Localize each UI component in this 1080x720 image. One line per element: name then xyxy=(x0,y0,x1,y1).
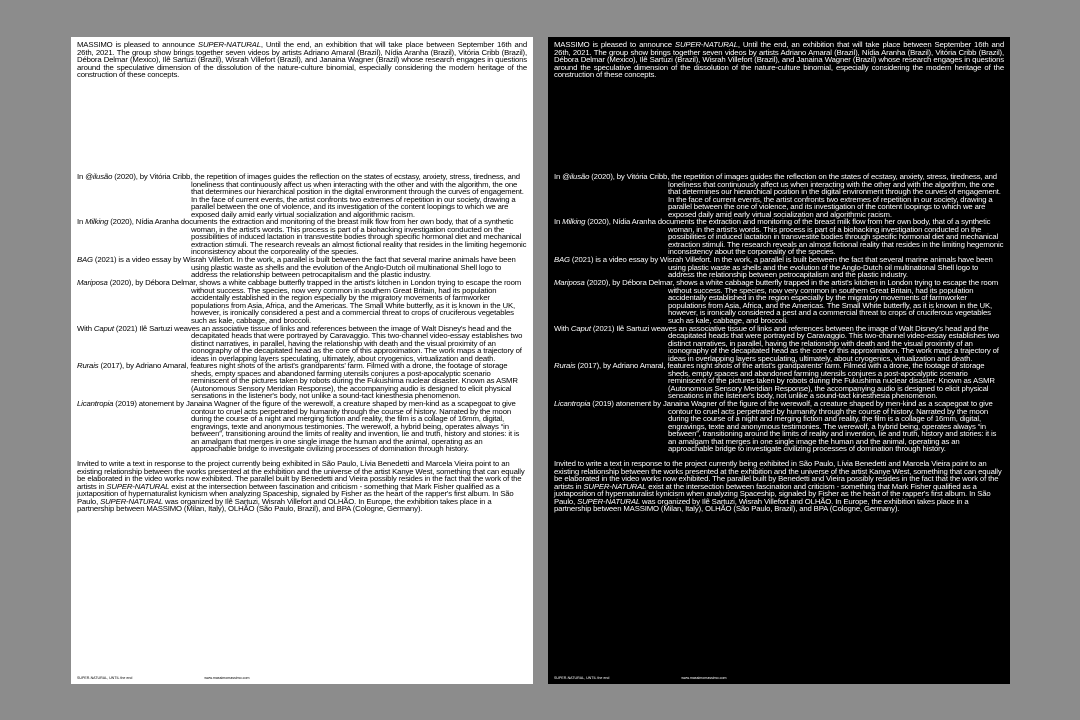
intro-paragraph xyxy=(554,41,1004,163)
work-title: @ilusão xyxy=(85,172,113,181)
text-run: (2019) atonement by Janaina Wagner of the figure of the werewolf, a creature shaped by men-kind as a scapegoat to give contour to cruel acts perpetrated by humanity through the course of history. Narrated by the moon during the course of a night and merging fiction and reality, the film is a collage of 16mm, digital, engravings, texte and anonymous testimonies. The werewolf, a hybrid being, operates always “in between”, transitioning around the limits of reality and invention, lie and truth, history and stories: it is an amalgam that merges in one single image the human and the animal, operating as an approachable bridge to investigate civilizing processes of domination through history. xyxy=(113,399,520,454)
artwork-entry xyxy=(77,400,527,453)
text-run: With xyxy=(77,323,94,333)
artwork-entry xyxy=(554,256,1004,279)
work-title: Mariposa xyxy=(554,278,585,288)
text-run: In xyxy=(77,217,86,227)
text-run: (2021) Ilê Sartuzi weaves an associative tissue of links and references between the image of Walt Disney's head and the decapitated heads that were portrayed by Caravaggio. This two-channel video-essay establishes two distinct narratives, in parallel, having the relationship with death and the visual proximity of an iconography of the decapitated head as the core of this approximation. The work maps a trajectory of ideas in overlapping layers speculating, ultimately, about cryogenics, virtualization and death. xyxy=(113,323,523,363)
work-title: Caput xyxy=(570,323,591,333)
footer-website[interactable]: www.massimomassimo.com xyxy=(204,676,250,680)
artwork-entry xyxy=(554,218,1004,256)
intro-paragraph xyxy=(77,41,527,163)
work-title: SUPER-NATURAL xyxy=(583,481,647,491)
text-run: In xyxy=(554,217,563,227)
work-title: SUPER-NATURAL xyxy=(100,496,164,506)
artwork-entry xyxy=(554,173,1004,218)
outro-paragraph xyxy=(554,460,1004,513)
artwork-entry xyxy=(77,218,527,256)
work-title: BAG xyxy=(77,255,93,265)
text-run: (2020), Nídia Aranha documents the extraction and monitoring of the breast milk flow from her own body, that of a synthetic woman, in the artist's words. This process is part of a biohacking investigation conducted on the possibilities of induced lactation in transvestite bodies through specific hormonal diet and mechanical extraction stimuli. The research reveals an almost fictional reality that resides in the limiting hegemonic inconsistency about the corporeality of the species. xyxy=(585,217,1004,257)
entries-list xyxy=(77,173,527,453)
text-run: (2021) Ilê Sartuzi weaves an associative tissue of links and references between the image of Walt Disney's head and the decapitated heads that were portrayed by Caravaggio. This two-channel video-essay establishes two distinct narratives, in parallel, having the relationship with death and the visual proximity of an iconography of the decapitated head as the core of this approximation. The work maps a trajectory of ideas in overlapping layers speculating, ultimately, about cryogenics, virtualization and death. xyxy=(590,323,1000,363)
text-run: (2020), by Vitória Cribb, the repetition of images guides the reflection on the states of ecstasy, anxiety, stress, tiredness, and loneliness that continuously affect us when interacting with the other and with the algorithm, the one that determines our hierarchical position in the digital environment through the curves of engagement. In the face of current events, the artist confronts two extremes of repetition in our society, drawing a parallel between the one of violence, and its investigation of the content loopings to which we are exposed daily amid early virtual socialization and algorithmic racism. xyxy=(112,172,524,219)
work-title: BAG xyxy=(554,255,570,265)
poster-footer xyxy=(554,676,1004,680)
text-run: , Until the end, an exhibition that will take place between September 16th and 26th, 2021. The group show brings together seven videos by artists Adriano Amaral (Brazil), Nídia Aranha (Brazil), Vitória Cribb (Brazil), Débora Delmar (Mexico), Ilê Sartuzi (Brazil), Wisrah Villefort (Brazil), and Janaina Wagner (Brazil) whose research engages in questions around the speculative dimension of the dissolution of the nature-culture binomial, especially considering the modern heritage of the construction of these concepts. xyxy=(554,40,1004,79)
work-title: Licantropia xyxy=(77,399,114,409)
work-title: Caput xyxy=(93,323,114,333)
artwork-entry xyxy=(77,325,527,363)
artwork-entry xyxy=(77,173,527,218)
artwork-entry xyxy=(554,400,1004,453)
work-title: SUPER-NATURAL xyxy=(674,40,738,49)
outro-paragraph xyxy=(77,460,527,513)
text-run: was organized by Ilê Sartuzi, Wisrah Villefort and OLHÃO. In Europe, the exhibition takes place in a partnership between MASSIMO (Milan, Italy), OLHÃO (São Paulo, Brazil), and BPA (Cologne, Germany). xyxy=(554,496,969,514)
poster-dark xyxy=(548,37,1010,684)
text-run: (2020), Nídia Aranha documents the extraction and monitoring of the breast milk flow from her own body, that of a synthetic woman, in the artist's words. This process is part of a biohacking investigation conducted on the possibilities of induced lactation in transvestite bodies through specific hormonal diet and mechanical extraction stimuli. The research reveals an almost fictional reality that resides in the limiting hegemonic inconsistency about the corporeality of the species. xyxy=(108,217,527,257)
text-run: In xyxy=(77,172,86,181)
text-run: , Until the end, an exhibition that will take place between September 16th and 26th, 2021. The group show brings together seven videos by artists Adriano Amaral (Brazil), Nídia Aranha (Brazil), Vitória Cribb (Brazil), Débora Delmar (Mexico), Ilê Sartuzi (Brazil), Wisrah Villefort (Brazil), and Janaina Wagner (Brazil) whose research engages in questions around the speculative dimension of the dissolution of the nature-culture binomial, especially considering the modern heritage of the construction of these concepts. xyxy=(77,40,527,79)
text-run: (2017), by Adriano Amaral, features night shots of the artist's grandparents' farm. Filmed with a drone, the footage of storage sheds, empty spaces and abandoned farming utensils conjures a post-apocalyptic scenario reminiscent of the pictures taken by robots during the Fukushima nuclear disaster. Known as ASMR (Autonomous Sensory Meridian Response), the accompanying audio is designed to elicit physical sensations in the listener's body, not unlike a sound-tact kinesthesia phenomenon. xyxy=(575,361,995,401)
text-run: MASSIMO is pleased to announce xyxy=(554,40,675,49)
text-run: exist at the intersection between fascination and criticism - something that Mark Fisher qualified as a juxtaposition of hypernaturalist kynicism when analyzing Spaceship, signaled by Fisher as the heart of the rapper's first album. In São Paulo, xyxy=(554,481,991,506)
work-title: SUPER-NATURAL xyxy=(106,481,170,491)
work-title: Licantropia xyxy=(554,399,591,409)
poster-light xyxy=(71,37,533,684)
work-title: Rurais xyxy=(77,361,99,371)
artwork-entry xyxy=(77,362,527,400)
text-run: (2020), by Débora Delmar, shows a white cabbage butterfly trapped in the artist's kitchen in London trying to escape the room without success. The species, now very common in southern Great Britain, had its population accidentally established in the region especially by the migratory movements of farmworker populations from Asia, Africa, and the Americas. The Small White butterfly, as it is known in the UK, however, is ironically considered a pest and a commercial threat to crops of cruciferous vegetables such as kale, cabbage, and broccoli. xyxy=(107,278,522,325)
text-run: (2021) is a video essay by Wisrah Villefort. In the work, a parallel is built between the fact that several marine animals have been using plastic waste as shells and the evolution of the Anglo-Dutch oil multinational Shell logo to address the relationship between petrocapitalism and the plastic industry. xyxy=(92,255,516,280)
work-title: SUPER-NATURAL xyxy=(577,496,641,506)
artwork-entry xyxy=(77,256,527,279)
work-title: @ilusão xyxy=(562,172,590,181)
work-title: Mariposa xyxy=(77,278,108,288)
entries-list xyxy=(554,173,1004,453)
text-run: Invited to write a text in response to the project currently being exhibited in São Paulo, Lívia Benedetti and Marcela Vieira point to an existing relationship between the works presented at the exhibition and the universe of the artist Kanye West, something that can equally be elaborated in the video works now exhibited. The parallel built by Benedetti and Vieira possibly resides in the fact that the work of the artists in xyxy=(554,459,1002,491)
text-run: Invited to write a text in response to the project currently being exhibited in São Paulo, Lívia Benedetti and Marcela Vieira point to an existing relationship between the works presented at the exhibition and the universe of the artist Kanye West, something that can equally be elaborated in the video works now exhibited. The parallel built by Benedetti and Vieira possibly resides in the fact that the work of the artists in xyxy=(77,459,525,491)
text-run: MASSIMO is pleased to announce xyxy=(77,40,198,49)
text-run: (2019) atonement by Janaina Wagner of the figure of the werewolf, a creature shaped by men-kind as a scapegoat to give contour to cruel acts perpetrated by humanity through the course of history. Narrated by the moon during the course of a night and merging fiction and reality, the film is a collage of 16mm, digital, engravings, texte and anonymous testimonies. The werewolf, a hybrid being, operates always “in between”, transitioning around the limits of reality and invention, lie and truth, history and stories: it is an amalgam that merges in one single image the human and the animal, operating as an approachable bridge to investigate civilizing processes of domination through history. xyxy=(590,399,997,454)
text-run: (2020), by Vitória Cribb, the repetition of images guides the reflection on the states of ecstasy, anxiety, stress, tiredness, and loneliness that continuously affect us when interacting with the other and with the algorithm, the one that determines our hierarchical position in the digital environment through the curves of engagement. In the face of current events, the artist confronts two extremes of repetition in our society, drawing a parallel between the one of violence, and its investigation of the content loopings to which we are exposed daily amid early virtual socialization and algorithmic racism. xyxy=(589,172,1001,219)
text-run: In xyxy=(554,172,563,181)
work-title: Milking xyxy=(562,217,586,227)
artwork-entry xyxy=(77,279,527,324)
poster-footer xyxy=(77,676,527,680)
footer-title: SUPER-NATURAL, UNTIL the end xyxy=(77,676,133,680)
work-title: SUPER-NATURAL xyxy=(197,40,261,49)
work-title: Milking xyxy=(85,217,109,227)
work-title: Rurais xyxy=(554,361,576,371)
text-run: (2021) is a video essay by Wisrah Villefort. In the work, a parallel is built between the fact that several marine animals have been using plastic waste as shells and the evolution of the Anglo-Dutch oil multinational Shell logo to address the relationship between petrocapitalism and the plastic industry. xyxy=(569,255,993,280)
text-run: was organized by Ilê Sartuzi, Wisrah Villefort and OLHÃO. In Europe, the exhibition takes place in a partnership between MASSIMO (Milan, Italy), OLHÃO (São Paulo, Brazil), and BPA (Cologne, Germany). xyxy=(77,496,492,514)
footer-title: SUPER-NATURAL, UNTIL the end xyxy=(554,676,610,680)
artwork-entry xyxy=(554,362,1004,400)
text-run: (2017), by Adriano Amaral, features night shots of the artist's grandparents' farm. Filmed with a drone, the footage of storage sheds, empty spaces and abandoned farming utensils conjures a post-apocalyptic scenario reminiscent of the pictures taken by robots during the Fukushima nuclear disaster. Known as ASMR (Autonomous Sensory Meridian Response), the accompanying audio is designed to elicit physical sensations in the listener's body, not unlike a sound-tact kinesthesia phenomenon. xyxy=(98,361,518,401)
footer-website[interactable]: www.massimomassimo.com xyxy=(681,676,727,680)
text-run: With xyxy=(554,323,571,333)
artwork-entry xyxy=(554,279,1004,324)
text-run: (2020), by Débora Delmar, shows a white cabbage butterfly trapped in the artist's kitchen in London trying to escape the room without success. The species, now very common in southern Great Britain, had its population accidentally established in the region especially by the migratory movements of farmworker populations from Asia, Africa, and the Americas. The Small White butterfly, as it is known in the UK, however, is ironically considered a pest and a commercial threat to crops of cruciferous vegetables such as kale, cabbage, and broccoli. xyxy=(584,278,999,325)
artwork-entry xyxy=(554,325,1004,363)
text-run: exist at the intersection between fascination and criticism - something that Mark Fisher qualified as a juxtaposition of hypernaturalist kynicism when analyzing Spaceship, signaled by Fisher as the heart of the rapper's first album. In São Paulo, xyxy=(77,481,514,506)
